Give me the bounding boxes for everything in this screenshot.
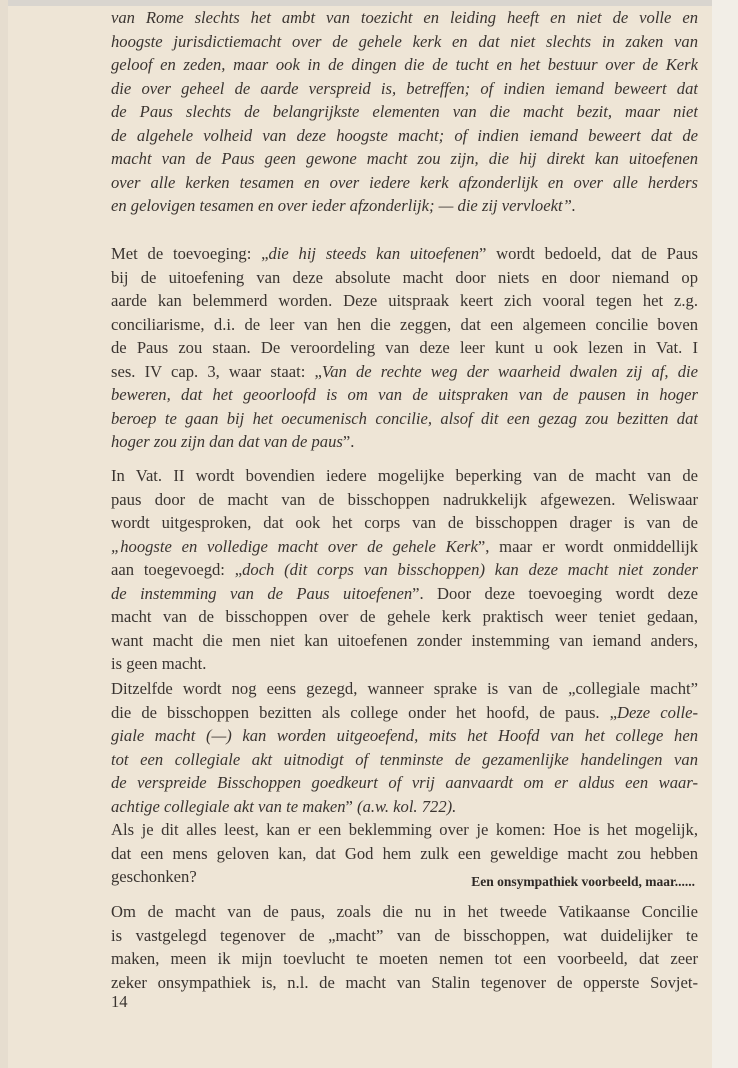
text-line — [111, 430, 698, 454]
text-line — [111, 242, 698, 266]
italic-text: hoogste jurisdictiemacht over de gehele kerk en dat niet slechts in zaken van — [111, 31, 698, 51]
section-heading: Een onsympathiek voorbeeld, maar...... — [471, 874, 695, 889]
text-line — [111, 336, 698, 360]
italic-text: geloof en zeden, maar ook in de dingen die de tucht en het bestuur over de Kerk — [111, 55, 698, 74]
text: In Vat. II wordt bovendien iedere mogelijke beperking van de macht van de — [111, 466, 698, 485]
text-line — [111, 748, 698, 772]
italic-text: over alle kerken tesamen en over iedere kerk afzonderlijk en over alle herders — [111, 172, 698, 192]
italic-text: giale macht (—) kan worden uitgeoefend, mits het Hoofd van het college hen — [111, 726, 698, 745]
text-line — [111, 842, 698, 866]
text-line — [111, 947, 698, 971]
italic-text: die over geheel de aarde verspreid is, betreffen; of indien iemand beweert dat — [111, 78, 698, 98]
text: aan toegevoegd: „ — [111, 560, 243, 579]
text-line — [111, 558, 698, 582]
italic-text: en gelovigen tesamen en over ieder afzonderlijk; — die zij vervloekt”. — [111, 196, 576, 215]
italic-text: die hij steeds kan uitoefenen — [268, 244, 480, 263]
italic-text: Deze colle- — [617, 702, 698, 722]
text-line — [111, 124, 698, 148]
text-line — [111, 313, 698, 337]
paragraph-vat-ii — [111, 464, 698, 676]
text: dat een mens geloven kan, dat God hem zulk een geweldige macht zou hebben — [111, 843, 698, 863]
text: ”, maar er wordt onmiddellijk — [477, 536, 698, 556]
text: macht van de bisschoppen over de gehele kerk praktisch weer teniet gedaan, — [111, 607, 698, 626]
text: ”. — [342, 432, 355, 451]
italic-text: macht van de Paus geen gewone macht zou zijn, die hij direkt kan uitoefenen — [111, 149, 698, 168]
text-line — [111, 383, 698, 407]
italic-text: de algehele volheid van deze hoogste macht; of indien iemand beweert dat de — [111, 125, 698, 145]
italic-text: „hoogste en volledige macht over de gehele Kerk — [111, 536, 478, 556]
text-line — [111, 818, 698, 842]
text: maken, meen ik mijn toevlucht te moeten nemen tot een voorbeeld, dat zeer — [111, 949, 698, 968]
paragraph-stalin-voorbeeld — [111, 900, 698, 994]
italic-text: de verspreide Bisschoppen goedkeurt of vrij aanvaardt om er aldus een waar- — [111, 773, 698, 792]
text-line — [111, 605, 698, 629]
text-line — [111, 266, 698, 290]
text-line — [111, 53, 698, 77]
text: want macht die men niet kan uitoefenen zonder instemming van iemand anders, — [111, 630, 698, 650]
text: Als je dit alles leest, kan er een beklemming over je komen: Hoe is het mogelijk, — [111, 820, 698, 839]
paragraph-quote-canon — [111, 6, 698, 218]
scan-left-edge — [0, 0, 8, 1068]
scan-right-edge — [712, 0, 738, 1068]
text-line — [111, 100, 698, 124]
paragraph-toevoeging — [111, 242, 698, 454]
text-line — [111, 6, 698, 30]
text-line — [111, 677, 698, 701]
italic-text: tot een collegiale akt uitnodigt of tenminste de gezamenlijke handelingen van — [111, 749, 698, 769]
text: ” wordt bedoeld, dat de Paus — [479, 244, 698, 263]
text-line — [111, 535, 698, 559]
italic-text: doch (dit corps van bisschoppen) kan deze macht niet zonder — [242, 560, 698, 579]
italic-text: beweren, dat het geoorloofd is om van de uitspraken van de pausen in hoger — [111, 385, 698, 404]
text: Ditzelfde wordt nog eens gezegd, wanneer sprake is van de „collegiale macht” — [111, 679, 698, 698]
text: aarde kan belemmerd worden. Deze uitspraak keert zich vooral tegen het z.g. — [111, 291, 698, 310]
text-line — [111, 194, 698, 218]
text-line — [111, 924, 698, 948]
text: ”. Door deze toevoeging wordt deze — [412, 583, 698, 603]
text-line — [111, 464, 698, 488]
paragraph-collegiale-macht — [111, 677, 698, 818]
text: conciliarisme, d.i. de leer van hen die zeggen, dat een algemeen concilie boven — [111, 314, 698, 334]
italic-text: de Paus slechts de belangrijkste elementen van die macht bezit, maar niet — [111, 102, 698, 121]
italic-text: hoger zou zijn dan dat van de paus — [111, 432, 343, 451]
text: geschonken? — [111, 867, 197, 886]
text: ses. IV cap. 3, waar staat: „ — [111, 361, 322, 381]
italic-text: achtige collegiale akt van te maken — [111, 796, 346, 816]
text-line — [111, 488, 698, 512]
text-line — [111, 171, 698, 195]
text-line — [111, 701, 698, 725]
text-line — [111, 582, 698, 606]
text: zeker onsympathiek is, n.l. de macht van Stalin tegenover de opperste Sovjet- — [111, 972, 698, 992]
text-line — [111, 795, 698, 819]
text-line — [111, 900, 698, 924]
italic-text: Van de rechte weg der waarheid dwalen zij af, die — [321, 361, 698, 381]
text: ” — [345, 796, 358, 816]
text: de Paus zou staan. De veroordeling van deze leer kunt u ook lezen in Vat. I — [111, 338, 698, 357]
text: Om de macht van de paus, zoals die nu in het tweede Vatikaanse Concilie — [111, 902, 698, 921]
italic-text: beroep te gaan bij het oecumenisch concilie, alsof dit een gezag zou bezitten dat — [111, 408, 698, 428]
text: is geen macht. — [111, 654, 207, 673]
page-number: 14 — [111, 992, 128, 1011]
text-line — [111, 771, 698, 795]
text: wordt uitgesproken, dat ook het corps van de bisschoppen drager is van de — [111, 513, 698, 532]
text: is vastgelegd tegenover de „macht” van de bisschoppen, wat duidelijker te — [111, 925, 698, 945]
text-line — [111, 511, 698, 535]
text-line — [111, 652, 698, 676]
text-line — [111, 360, 698, 384]
italic-text: de instemming van de Paus uitoefenen — [111, 583, 413, 603]
text-line — [111, 629, 698, 653]
text: bij de uitoefening van deze absolute macht door niets en door niemand op — [111, 267, 698, 287]
italic-text: van Rome slechts het ambt van toezicht en leiding heeft en niet de volle en — [111, 8, 698, 27]
text-line — [111, 971, 698, 995]
text: die de bisschoppen bezitten als college onder het hoofd, de paus. „ — [111, 702, 617, 722]
text: paus door de macht van de bisschoppen nadrukkelijk afgewezen. Weliswaar — [111, 489, 698, 509]
text: Met de toevoeging: „ — [111, 244, 269, 263]
text-line — [111, 147, 698, 171]
text-line — [111, 30, 698, 54]
text-line — [111, 724, 698, 748]
italic-text: (a.w. kol. 722). — [357, 796, 457, 816]
text-line — [111, 77, 698, 101]
text-line — [111, 289, 698, 313]
text-line — [111, 407, 698, 431]
